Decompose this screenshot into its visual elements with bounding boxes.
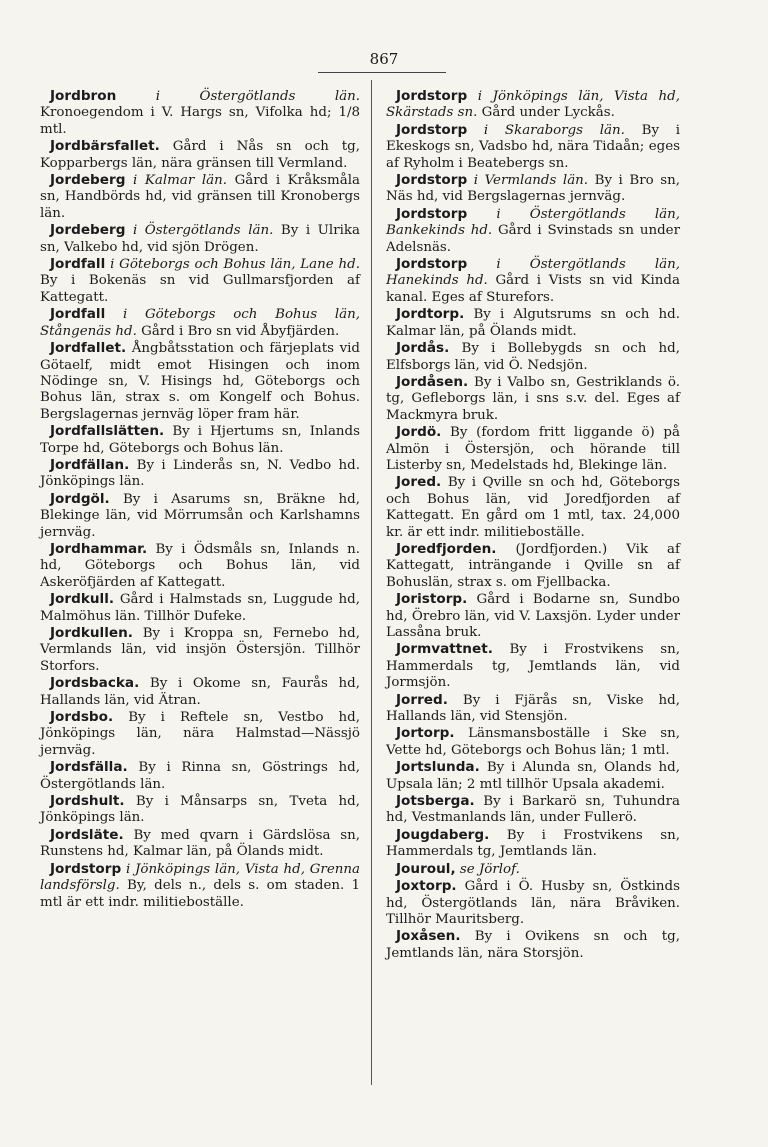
entry-text: By i Rinna sn, Göstrings hd, Östergötlands län.: [40, 760, 360, 792]
entry: [386, 340, 680, 374]
entry-text: By i Ödsmåls sn, Inlands n. hd, Göteborgs och Bohus län, vid Askeröfjärden af Kattegatt.: [40, 541, 360, 590]
entry-headword: Jordstorp: [396, 205, 468, 222]
entry-headword: Jordeberg: [50, 172, 126, 189]
entry-headword: Jorred.: [396, 691, 448, 708]
entry: [386, 306, 680, 340]
entry-text: Gård i Ö. Husby sn, Östkinds hd, Östergötlands län, nära Bråviken. Tillhör Mauritsberg.: [386, 879, 680, 927]
entry-text: By i Ovikens sn och tg, Jemtlands län, nära Storsjön.: [386, 929, 680, 961]
entry-text: By i Frostvikens sn, Hammerdals tg, Jemtlands län, vid Jormsjön.: [386, 642, 680, 691]
entry-text: Gård i Bodarne sn, Sundbo hd, Örebro län, vid V. Laxsjön. Lyder under Lassåna bruk.: [386, 592, 680, 640]
entry-headword: Jordstorp: [50, 860, 122, 877]
entry-headword: Joxtorp.: [396, 878, 457, 895]
entry: [40, 340, 360, 423]
entry-text: Gård i Vists sn vid Kinda kanal. Eges af Sturefors.: [386, 273, 680, 305]
entry-text: By i Linderås sn, N. Vedbo hd. Jönköpings län.: [40, 457, 360, 490]
entry-italic: i Skaraborgs län.: [483, 122, 625, 138]
entry-italic: i Göteborgs och Bohus län, Stångenäs hd.: [40, 307, 360, 339]
entry-headword: Jouroul,: [396, 860, 456, 877]
entry-italic: i Vermlands län.: [473, 173, 589, 189]
entry-headword: Joristorp.: [396, 591, 468, 608]
entry-text: Gård i Nås sn och tg, Kopparbergs län, nära gränsen till Vermland.: [40, 139, 360, 171]
entry: [386, 541, 680, 591]
entry-text: By i Fjärås sn, Viske hd, Hallands län, vid Stensjön.: [386, 692, 680, 725]
entry-headword: Jordkull.: [50, 591, 115, 608]
entry-headword: Jordfallet.: [50, 340, 127, 357]
entry: [40, 625, 360, 675]
entry-headword: Jormvattnet.: [396, 641, 493, 658]
entry-text: By i Bokenäs sn vid Gullmarsfjorden af Kattegatt.: [40, 273, 360, 305]
entry: [386, 692, 680, 726]
entry: [386, 591, 680, 641]
entry: [40, 256, 360, 306]
entry: [40, 222, 360, 256]
entry-headword: Jougdaberg.: [396, 826, 490, 843]
column-divider: [371, 80, 372, 1085]
entry-headword: Jordåsen.: [396, 373, 469, 390]
entry-headword: Jordsfälla.: [50, 759, 128, 776]
entry-text: By i Bro sn, Näs hd, vid Bergslagernas jernväg.: [386, 173, 680, 205]
entry: [40, 491, 360, 541]
entry: [40, 827, 360, 861]
entry: [40, 423, 360, 457]
entry-text: By i Reftele sn, Vestbo hd, Jönköpings län, nära Halmstad—Nässjö jernväg.: [40, 710, 361, 758]
entry-headword: Jordsläte.: [50, 826, 124, 843]
entry-italic: i Jönköpings län, Vista hd, Skärstads sn.: [386, 89, 680, 121]
entry-text: By med qvarn i Gärdslösa sn, Runstens hd, Kalmar län, på Ölands midt.: [40, 827, 360, 860]
entry: [386, 641, 680, 691]
entry-text: By i Asarums sn, Bräkne hd, Blekinge län, vid Mörrumsån och Karlshamns jernväg.: [40, 491, 360, 540]
entry-text: (Jordfjorden.) Vik af Kattegatt, inträngande i Qville sn af Bohuslän, strax s. om Fjellbacka.: [386, 541, 680, 590]
entry-headword: Jordhammar.: [50, 540, 148, 557]
entry-text: By i Hjertums sn, Inlands Torpe hd, Göteborgs och Bohus län.: [40, 424, 360, 456]
header-rule: [318, 72, 446, 73]
entry-headword: Jordås.: [396, 340, 450, 357]
entry: [40, 591, 360, 625]
right-column: [386, 88, 680, 962]
entry-headword: Joredfjorden.: [396, 540, 497, 557]
entry-headword: Jortorp.: [396, 725, 455, 742]
entry: [386, 374, 680, 424]
entry-italic: i Östergötlands län.: [155, 89, 360, 104]
entry-text: By i Algutsrums sn och hd. Kalmar län, på Ölands midt.: [386, 307, 680, 339]
entry-headword: Joxåsen.: [396, 928, 461, 945]
entry: [386, 474, 680, 541]
entry-headword: Jordshult.: [50, 793, 125, 810]
entry-text: By i Bollebygds sn och hd, Elfsborgs län, vid Ö. Nedsjön.: [386, 341, 680, 373]
entry: [40, 675, 360, 709]
entry-text: Gård i Kråksmåla sn, Handbörds hd, vid gränsen till Kronobergs län.: [40, 173, 360, 221]
entry-headword: Jordfällan.: [50, 456, 130, 473]
entry: [40, 138, 360, 172]
entry: [40, 172, 360, 222]
entry-text: Länsmansboställe i Ske sn, Vette hd, Göteborgs och Bohus län; 1 mtl.: [386, 726, 680, 758]
entry: [386, 122, 680, 172]
entry-italic: i Östergötlands län, Bankekinds hd.: [386, 206, 680, 239]
entry-text: By i Frostvikens sn, Hammerdals tg, Jemtlands län.: [386, 827, 680, 860]
entry-headword: Jotsberga.: [396, 793, 475, 810]
entry-text: Kronoegendom i V. Hargs sn, Vifolka hd; 1/8 mtl.: [40, 105, 360, 137]
entry: [40, 709, 360, 759]
entry-headword: Jordfall: [50, 306, 106, 323]
entry-headword: Jordbärsfallet.: [50, 138, 160, 155]
entry-text: Ångbåtsstation och färjeplats vid Götaelf, midt emot Hisingen och inom Nödinge sn, V. Hisings hd, Göteborgs och Bohus län, strax s. om Kongelf och Bohus. Bergslagernas jernväg löper fram här.: [40, 341, 360, 422]
left-column: [40, 88, 360, 911]
entry: [386, 759, 680, 793]
entry-headword: Jordstorp: [396, 256, 468, 273]
entry: [386, 861, 680, 878]
entry-text: Gård i Bro sn vid Åbyfjärden.: [141, 323, 340, 339]
entry: [386, 424, 680, 474]
entry: [386, 827, 680, 861]
entry-text: Gård under Lyckås.: [481, 105, 615, 121]
entry-headword: Jordstorp: [396, 121, 468, 138]
page-number: 867: [369, 50, 399, 68]
entry-headword: Jordsbo.: [50, 709, 114, 726]
entry: [386, 793, 680, 827]
entry-text: By i Valbo sn, Gestriklands ö. tg, Gefleborgs län, i sns s.v. del. Eges af Mackmyra bruk.: [386, 374, 680, 423]
entry-headword: Jordeberg: [50, 222, 126, 239]
entry-headword: Jordgöl.: [50, 490, 110, 507]
entry-headword: Jordfall: [50, 256, 106, 273]
entry-italic: i Göteborgs och Bohus län, Lane hd.: [110, 257, 360, 273]
entry: [40, 759, 360, 793]
entry: [386, 88, 680, 122]
entry-text: Gård i Svinstads sn under Adelsnäs.: [386, 223, 680, 255]
entry: [40, 88, 360, 138]
entry-text: By, dels n., dels s. om staden. 1 mtl är ett indr. militieboställe.: [40, 878, 361, 910]
entry: [40, 861, 360, 911]
entry-italic: i Kalmar län.: [133, 173, 227, 189]
entry-text: By i Alunda sn, Olands hd, Upsala län; 2 mtl tillhör Upsala akademi.: [386, 760, 680, 792]
entry-headword: Jordstorp: [396, 172, 468, 189]
entry: [40, 457, 360, 491]
entry-headword: Jordbron: [50, 88, 117, 104]
entry-text: By i Barkarö sn, Tuhundra hd, Vestmanlands län, under Fullerö.: [386, 794, 681, 826]
entry-italic: se Jörlof.: [459, 861, 520, 877]
entry-text: Gård i Halmstads sn, Luggude hd, Malmöhus län. Tillhör Dufeke.: [40, 592, 360, 624]
entry: [386, 206, 680, 256]
entry-text: By i Ekeskogs sn, Vadsbo hd, nära Tidaån; eges af Ryholm i Beatebergs sn.: [386, 122, 681, 171]
entry: [386, 172, 680, 206]
entry: [40, 793, 360, 827]
entry-headword: Jortslunda.: [396, 759, 480, 776]
entry-text: By (fordom fritt liggande ö) på Almön i Östersjön, och hörande till Listerby sn, Medelstads hd, Blekinge län.: [386, 425, 680, 473]
entry-headword: Jordsbacka.: [50, 675, 140, 692]
entry: [40, 306, 360, 340]
entry-text: By i Okome sn, Faurås hd, Hallands län, vid Ätran.: [40, 676, 360, 708]
entry: [386, 928, 680, 962]
entry-italic: i Östergötlands län.: [132, 223, 274, 239]
entry-headword: Jored.: [396, 474, 442, 491]
entry-headword: Jordtorp.: [396, 306, 465, 323]
entry-italic: i Östergötlands län, Hanekinds hd.: [386, 257, 680, 289]
entry-text: By i Qville sn och hd, Göteborgs och Bohus län, vid Joredfjorden af Kattegatt. En gård om 1 mtl, tax. 24,000 kr. är ett indr. militieboställe.: [386, 475, 680, 540]
entry-headword: Jordkullen.: [50, 625, 133, 641]
entry: [40, 541, 360, 591]
entry-text: By i Månsarps sn, Tveta hd, Jönköpings län.: [40, 794, 360, 826]
entry-headword: Jordfallslätten.: [50, 423, 165, 440]
entry-text: By i Kroppa sn, Fernebo hd, Vermlands län, vid insjön Östersjön. Tillhör Storfors.: [40, 626, 360, 674]
entry-headword: Jordö.: [396, 424, 442, 441]
entry: [386, 878, 680, 928]
entry: [386, 256, 680, 306]
entry-headword: Jordstorp: [396, 88, 468, 104]
entry-text: By i Ulrika sn, Valkebo hd, vid sjön Drögen.: [40, 223, 360, 255]
entry-italic: i Jönköpings län, Vista hd, Grenna landsförslg.: [40, 861, 360, 894]
entry: [386, 725, 680, 759]
